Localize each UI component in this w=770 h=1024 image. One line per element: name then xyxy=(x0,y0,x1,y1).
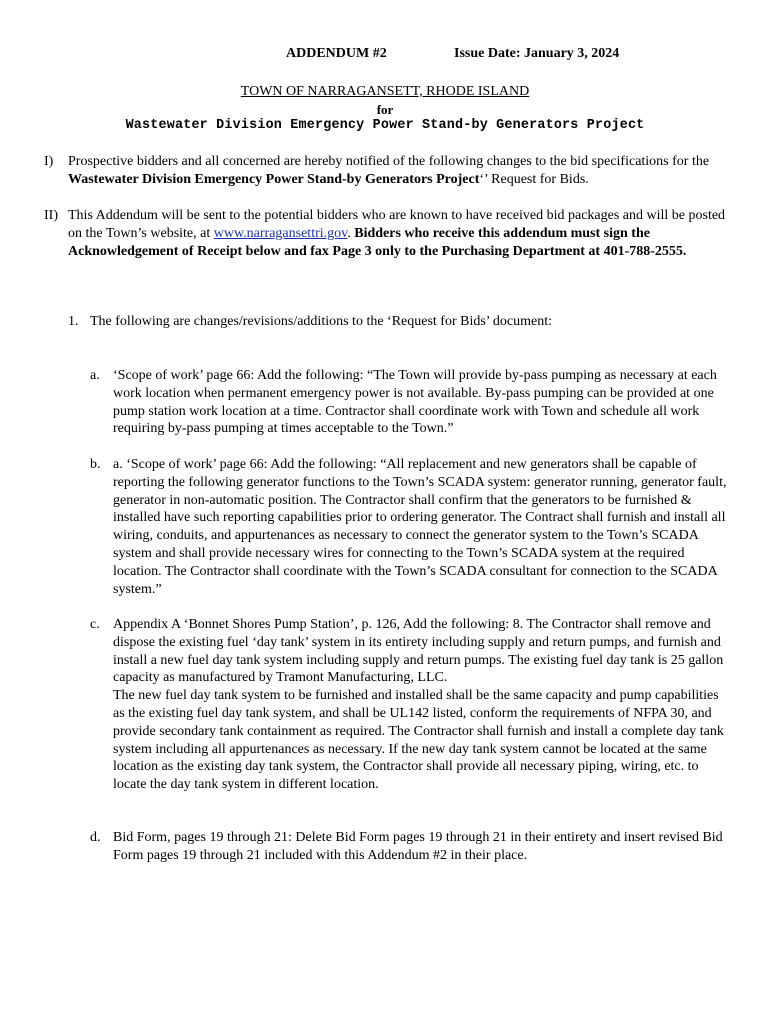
change-item-c-text-b: The new fuel day tank system to be furnished and installed shall be the same capacity and pump capabilities as the existing fuel day tank system, and shall be UL142 listed, conform the requirements of NFPA 30, and provide secondary tank containment as required. The Contractor shall furnish and install a complete day tank system including all appurtenances as necessary. If the new day tank system cannot be located at the same location as the existing day tank system, the Contractor shall provide all necessary piping, wiring, etc. to locate the day tank system in different location. xyxy=(113,688,724,793)
change-item-b xyxy=(90,456,730,598)
section-2-text-a: This Addendum will be sent to the potential bidders who are known to have received bid packages and will be posted on the Town’s website, at xyxy=(68,208,726,241)
town-name: TOWN OF NARRAGANSETT, RHODE ISLAND xyxy=(240,84,530,99)
change-item-d-text: Bid Form, pages 19 through 21: Delete Bid Form pages 19 through 21 in their entirety and insert revised Bid Form pages 19 through 21 included with this Addendum #2 in their place. xyxy=(113,830,723,863)
section-2-number: II) xyxy=(44,208,58,223)
addendum-number: ADDENDUM #2 xyxy=(286,46,387,61)
change-item-b-label: b. xyxy=(90,457,101,472)
town-website-link[interactable]: www.narragansettri.gov xyxy=(213,226,348,241)
title-for: for xyxy=(376,102,394,117)
change-item-c-text xyxy=(113,616,730,794)
change-item-d-label: d. xyxy=(90,830,101,845)
change-list-intro xyxy=(68,313,728,331)
change-item-c-label: c. xyxy=(90,617,100,632)
change-item-c-text-a: Appendix A ‘Bonnet Shores Pump Station’, p. 126, Add the following: 8. The Contractor shall remove and dispose the existing fuel ‘day tank’ system in its entirety including supply and return pumps, and furnish and install a new fuel day tank system including supply and return pumps. The existing fuel day tank is 25 gallon capacity as manufactured by Tramont Manufacturing, LLC. xyxy=(113,617,724,686)
project-title: Wastewater Division Emergency Power Stand-by Generators Project xyxy=(125,118,645,133)
change-item-a-label: a. xyxy=(90,368,100,383)
change-item-a-text: ‘Scope of work’ page 66: Add the following: “The Town will provide by-pass pumping as necessary at each work location when permanent emergency power is not available. By-pass pumping can be provided at one pump station work location at a time. Contractor shall coordinate work with Town and schedule all work requiring by-pass pumping at times acceptable to the Town.” xyxy=(113,368,717,437)
change-list-number: 1. xyxy=(68,314,79,329)
change-list-text: The following are changes/revisions/additions to the ‘Request for Bids’ document: xyxy=(90,314,553,329)
change-item-d xyxy=(90,829,730,865)
section-2-instructions: Bidders who receive this addendum must sign the Acknowledgement of Receipt below and fax Page 3 only to the Purchasing Department at 401-788-2555. xyxy=(68,226,687,259)
change-item-b-text: a. ‘Scope of work’ page 66: Add the following: “All replacement and new generators shall be capable of reporting the following generator functions to the Town’s SCADA system: generator running, generator fault, generator in non-automatic position. The Contractor shall confirm that the generators to be furnished & installed have such reporting capabilities prior to ordering generator. The Contract shall furnish and install all wiring, conduits, and appurtenances as necessary to connect the generator system to the Town’s SCADA system and shall provide necessary wires for connecting to the Town’s SCADA system at the required location. The Contractor shall coordinate with the Town’s SCADA consultant for connection to the SCADA system.” xyxy=(113,457,727,597)
section-1-number: I) xyxy=(44,154,54,169)
change-item-c xyxy=(90,616,730,794)
section-1 xyxy=(44,153,734,189)
section-1-text-a: Prospective bidders and all concerned are hereby notified of the following changes to the bid specifications for the xyxy=(68,154,710,169)
section-2 xyxy=(44,207,734,261)
section-1-text-b: ‘’ Request for Bids. xyxy=(479,172,589,187)
section-2-text-b: . xyxy=(347,226,355,241)
issue-date: Issue Date: January 3, 2024 xyxy=(454,46,620,61)
section-2-text xyxy=(68,207,734,261)
section-1-text xyxy=(68,153,734,189)
section-1-project-name: Wastewater Division Emergency Power Stand-by Generators Project xyxy=(68,172,480,187)
change-item-a xyxy=(90,367,730,438)
